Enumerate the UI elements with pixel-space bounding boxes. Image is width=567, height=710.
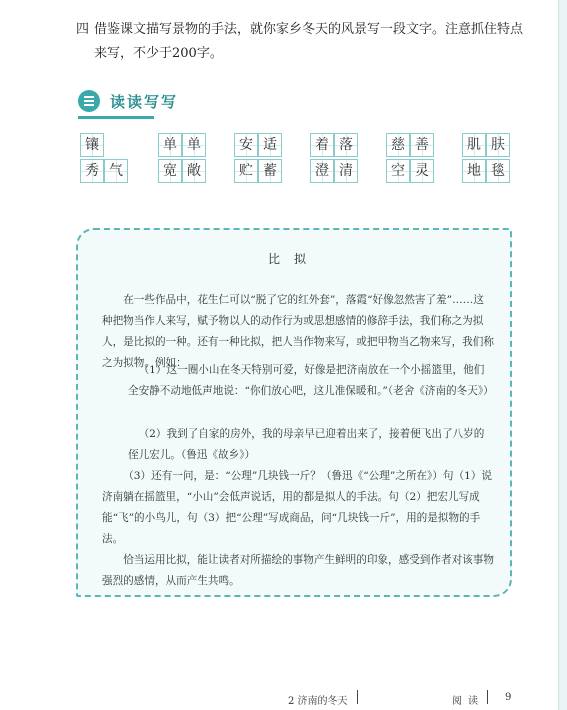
three-lines-icon [78, 90, 100, 112]
vocab-char: 落 [334, 133, 358, 157]
vocab-char: 肌 [462, 133, 486, 157]
vocab-char: 适 [258, 133, 282, 157]
task-text: 借鉴课文描写景物的手法，就你家乡冬天的风景写一段文字。注意抓住特点来写，不少于200字。 [94, 22, 524, 61]
vocab-char: 敞 [182, 159, 206, 183]
footer-chapter: 2 济南的冬天 [288, 696, 348, 707]
vocab-char: 单 [182, 133, 206, 157]
section-header [78, 90, 178, 112]
vocab-char: 毯 [486, 159, 510, 183]
vocab-char: 地 [462, 159, 486, 183]
footer-section: 阅读 [452, 696, 484, 707]
page-edge [558, 0, 567, 710]
vocab-char: 慈 [386, 133, 410, 157]
vocab-char: 善 [410, 133, 434, 157]
writing-task [72, 18, 524, 66]
note-summary: 恰当运用比拟，能让读者对所描绘的事物产生鲜明的印象，感受到作者对该事物强烈的感情，从而产生共鸣。 [102, 554, 494, 587]
note-title: 比拟 [267, 252, 320, 266]
example-2: （2）我到了自家的房外，我的母亲早已迎着出来了，接着便飞出了八岁的侄儿宏儿。（鲁迅《故乡》） [128, 428, 485, 461]
vocab-char: 贮 [234, 159, 258, 183]
vocab-char: 蓄 [258, 159, 282, 183]
vocab-char: 着 [310, 133, 334, 157]
footer-divider [487, 690, 488, 704]
vocab-char: 清 [334, 159, 358, 183]
example-3: （3）还有一问，是：“公理”几块钱一斤？（鲁迅《“公理”之所在》）句（1）说济南躺在摇篮里，“小山”会低声说话，用的都是拟人的手法。句（2）把宏儿写成能“飞”的小鸟儿，句（3）把“公理”写成商品，问“几块钱一斤”，用的是拟物的手法。 [102, 470, 493, 545]
note-paragraph: 在一些作品中，花生仁可以“脱了它的红外套”，落霞“好像忽然害了羞”……这种把物当作人来写，赋予物以人的动作行为或思想感情的修辞手法，我们称之为拟人，是比拟的一种。还有一种比拟，把人当作物来写，或把甲物当乙物来写，我们称之为拟物。例如： [102, 294, 494, 369]
page-number: 9 [505, 692, 512, 703]
section-title: 读读写写 [110, 92, 179, 111]
vocab-char: 宽 [158, 159, 182, 183]
task-number: 四 [76, 22, 90, 37]
vocab-row [76, 133, 510, 157]
vocab-char: 秀 [80, 159, 104, 183]
vocab-char: 安 [234, 133, 258, 157]
vocab-char: 空 [386, 159, 410, 183]
vocab-char: 肤 [486, 133, 510, 157]
example-1: （1）这一圈小山在冬天特别可爱，好像是把济南放在一个小摇篮里，他们全安静不动地低声地说：“你们放心吧，这儿准保暖和。”（老舍《济南的冬天》） [128, 364, 494, 397]
vocab-char: 澄 [310, 159, 334, 183]
vocab-char: 单 [158, 133, 182, 157]
vocab-char: 灵 [410, 159, 434, 183]
footer-divider [357, 690, 358, 704]
vocab-grid [76, 133, 510, 183]
vocab-char: 镶 [80, 133, 104, 157]
vocab-char: 气 [104, 159, 128, 183]
vocab-row [76, 159, 510, 183]
note-box [76, 228, 512, 597]
section-underline [78, 116, 154, 119]
